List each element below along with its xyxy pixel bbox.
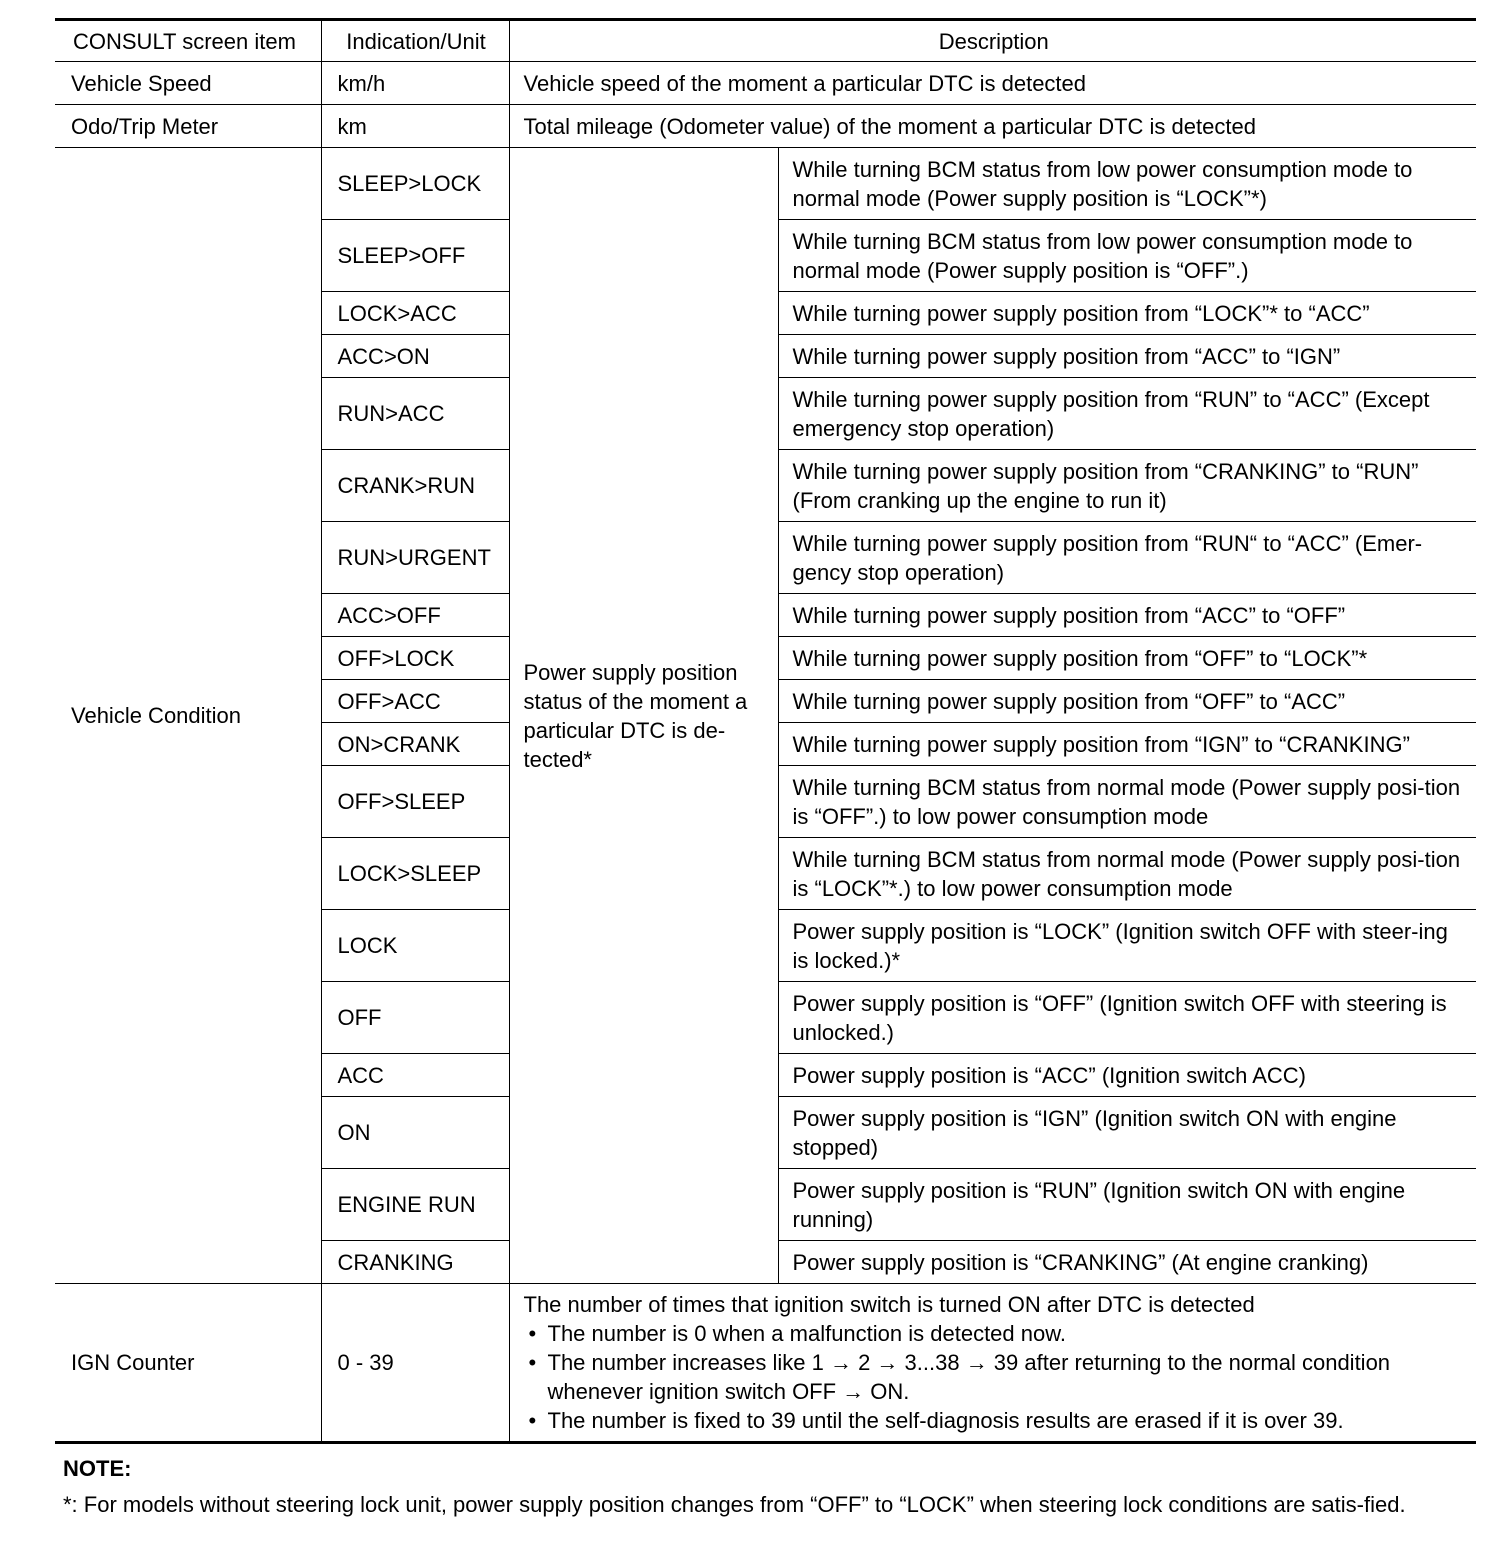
table-row [55,148,1476,220]
header-consult-screen-item: CONSULT screen item [55,20,321,62]
list-item: • The number is fixed to 39 until the self-diagnosis results are erased if it is over 39. [524,1406,1463,1435]
unit-cell: km/h [321,62,509,105]
table-header-row [55,20,1476,62]
header-description: Description [509,20,1476,62]
item-cell: IGN Counter [55,1284,321,1443]
item-cell: Vehicle Condition [55,148,321,1284]
indication-cell: OFF>ACC [321,680,509,723]
list-item: • The number increases like 1 → 2 → 3...38 → 39 after returning to the normal condition whenever ignition switch OFF → ON. [524,1348,1463,1406]
note-text: *: For models without steering lock unit, power supply position changes from “OFF” to “LOCK” when steering lock conditions are satis-fied. [63,1492,1406,1517]
indication-cell: CRANK>RUN [321,450,509,522]
detail-cell: While turning BCM status from low power consumption mode to normal mode (Power supply position is “OFF”.) [778,220,1476,292]
indication-cell: OFF [321,982,509,1054]
item-cell: Vehicle Speed [55,62,321,105]
indication-cell: ON>CRANK [321,723,509,766]
detail-cell: Power supply position is “ACC” (Ignition switch ACC) [778,1054,1476,1097]
detail-cell: While turning power supply position from “OFF” to “LOCK”* [778,637,1476,680]
ign-counter-bullets [524,1319,1463,1435]
consult-data-table [55,18,1476,1444]
description-cell: Total mileage (Odometer value) of the moment a particular DTC is detected [509,105,1476,148]
unit-cell: 0 - 39 [321,1284,509,1443]
detail-cell: While turning BCM status from normal mode (Power supply posi-tion is “OFF”.) to low power consumption mode [778,766,1476,838]
ign-counter-intro: The number of times that ignition switch is turned ON after DTC is detected [523,1292,1255,1317]
common-description-cell: Power supply position status of the moment a particular DTC is de-tected* [509,148,778,1284]
indication-cell: ACC>OFF [321,594,509,637]
detail-cell: Power supply position is “OFF” (Ignition switch OFF with steering is unlocked.) [778,982,1476,1054]
indication-cell: LOCK [321,910,509,982]
detail-cell: While turning BCM status from normal mode (Power supply posi-tion is “LOCK”*.) to low power consumption mode [778,838,1476,910]
detail-cell: While turning power supply position from “CRANKING” to “RUN” (From cranking up the engine to run it) [778,450,1476,522]
detail-cell: While turning power supply position from “RUN“ to “ACC” (Emer-gency stop operation) [778,522,1476,594]
table-row [55,1284,1476,1443]
detail-cell: While turning power supply position from “IGN” to “CRANKING” [778,723,1476,766]
indication-cell: RUN>ACC [321,378,509,450]
indication-cell: LOCK>SLEEP [321,838,509,910]
indication-cell: OFF>LOCK [321,637,509,680]
header-indication-unit: Indication/Unit [321,20,509,62]
description-cell [509,1284,1476,1443]
indication-cell: CRANKING [321,1241,509,1284]
indication-cell: SLEEP>OFF [321,220,509,292]
detail-cell: While turning power supply position from “ACC” to “OFF” [778,594,1476,637]
description-cell: Vehicle speed of the moment a particular DTC is detected [509,62,1476,105]
list-item: • The number is 0 when a malfunction is detected now. [524,1319,1463,1348]
detail-cell: While turning power supply position from “LOCK”* to “ACC” [778,292,1476,335]
indication-cell: LOCK>ACC [321,292,509,335]
note-title: NOTE: [63,1456,132,1481]
indication-cell: RUN>URGENT [321,522,509,594]
indication-cell: SLEEP>LOCK [321,148,509,220]
indication-cell: OFF>SLEEP [321,766,509,838]
item-cell: Odo/Trip Meter [55,105,321,148]
indication-cell: ACC>ON [321,335,509,378]
detail-cell: Power supply position is “IGN” (Ignition switch ON with engine stopped) [778,1097,1476,1169]
indication-cell: ENGINE RUN [321,1169,509,1241]
detail-cell: Power supply position is “RUN” (Ignition switch ON with engine running) [778,1169,1476,1241]
indication-cell: ON [321,1097,509,1169]
indication-cell: ACC [321,1054,509,1097]
detail-cell: While turning power supply position from “ACC” to “IGN” [778,335,1476,378]
detail-cell: Power supply position is “CRANKING” (At engine cranking) [778,1241,1476,1284]
unit-cell: km [321,105,509,148]
table-row [55,105,1476,148]
note-section [63,1454,1473,1520]
detail-cell: While turning BCM status from low power consumption mode to normal mode (Power supply position is “LOCK”*) [778,148,1476,220]
table-row [55,62,1476,105]
detail-cell: While turning power supply position from “RUN” to “ACC” (Except emergency stop operation) [778,378,1476,450]
detail-cell: Power supply position is “LOCK” (Ignition switch OFF with steer-ing is locked.)* [778,910,1476,982]
detail-cell: While turning power supply position from “OFF” to “ACC” [778,680,1476,723]
